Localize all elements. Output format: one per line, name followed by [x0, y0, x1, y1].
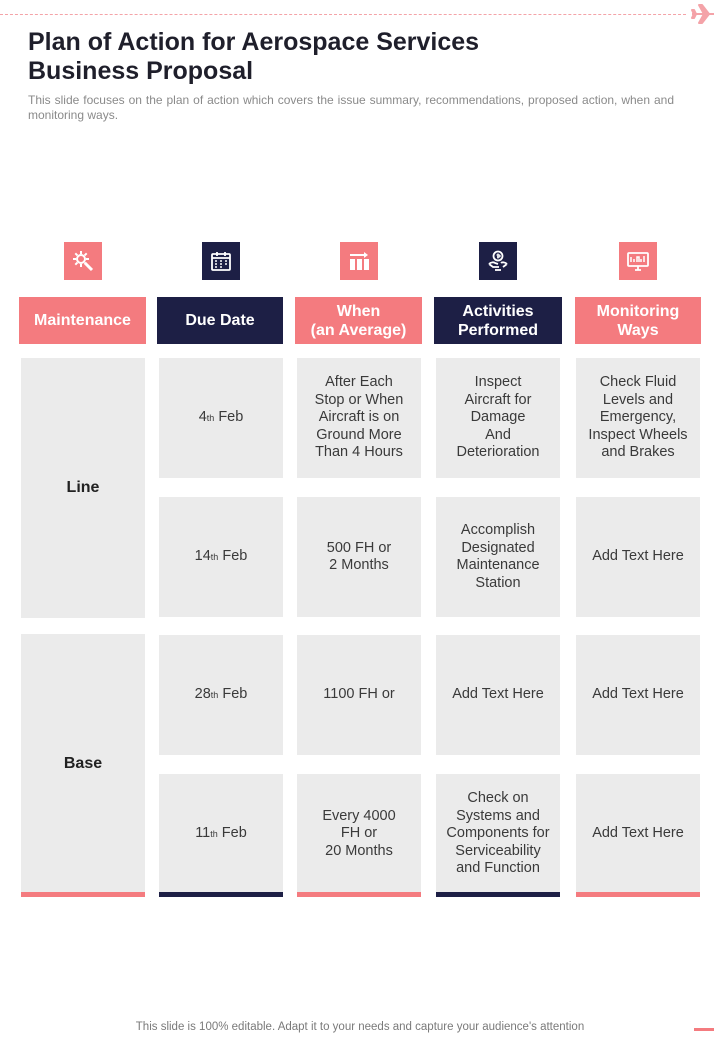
header-due-date: Due Date: [157, 297, 283, 344]
group-line: Line: [21, 358, 145, 618]
activity-cell: Accomplish Designated Maintenance Station: [436, 497, 560, 617]
footer-accent-mark: [694, 1028, 714, 1031]
monitoring-cell: Add Text Here: [576, 635, 700, 755]
monitoring-cell: Check Fluid Levels and Emergency, Inspect Wheels and Brakes: [576, 358, 700, 478]
due-month: Feb: [222, 686, 248, 703]
header-activities: Activities Performed: [434, 297, 562, 344]
due-day: 28: [194, 686, 211, 703]
monitoring-cell: Add Text Here: [576, 774, 700, 894]
header-when: When (an Average): [295, 297, 422, 344]
page-subtitle: This slide focuses on the plan of action which covers the issue summary, recommendations, proposed action, when and monitoring ways.: [28, 93, 674, 122]
column-bar: [297, 892, 421, 897]
activity-cell: Check on Systems and Components for Serviceability and Function: [436, 774, 560, 894]
gear-wrench-icon: [64, 242, 102, 280]
column-bar: [159, 892, 283, 897]
activity-cell: Inspect Aircraft for Damage And Deterioration: [436, 358, 560, 478]
due-day: 4: [198, 409, 207, 426]
page-title: Plan of Action for Aerospace Services Business Proposal: [28, 28, 480, 85]
due-month: Feb: [222, 548, 248, 565]
monitor-icon: [619, 242, 657, 280]
header-maintenance: Maintenance: [19, 297, 146, 344]
column-bar: [436, 892, 560, 897]
when-cell: 500 FH or 2 Months: [297, 497, 421, 617]
due-day: 14: [194, 548, 211, 565]
calendar-icon: [202, 242, 240, 280]
due-day: 11: [195, 825, 211, 842]
airplane-icon: [690, 2, 716, 26]
due-date-cell: 11 th Feb: [159, 774, 283, 894]
when-cell: 1100 FH or: [297, 635, 421, 755]
due-date-cell: 14 th Feb: [159, 497, 283, 617]
money-hand-icon: [479, 242, 517, 280]
when-cell: Every 4000 FH or 20 Months: [297, 774, 421, 894]
header-monitoring: Monitoring Ways: [575, 297, 701, 344]
due-date-cell: 28 th Feb: [159, 635, 283, 755]
monitoring-cell: Add Text Here: [576, 497, 700, 617]
column-bar: [576, 892, 700, 897]
top-dashed-line: [0, 14, 686, 15]
footer-note: This slide is 100% editable. Adapt it to your needs and capture your audience's attention: [135, 1021, 585, 1033]
bar-chart-arrow-icon: [340, 242, 378, 280]
due-date-cell: 4 th Feb: [159, 358, 283, 478]
column-bar: [21, 892, 145, 897]
activity-cell: Add Text Here: [436, 635, 560, 755]
due-month: Feb: [221, 825, 247, 842]
group-base: Base: [21, 634, 145, 894]
when-cell: After Each Stop or When Aircraft is on Ground More Than 4 Hours: [297, 358, 421, 478]
due-month: Feb: [218, 409, 244, 426]
